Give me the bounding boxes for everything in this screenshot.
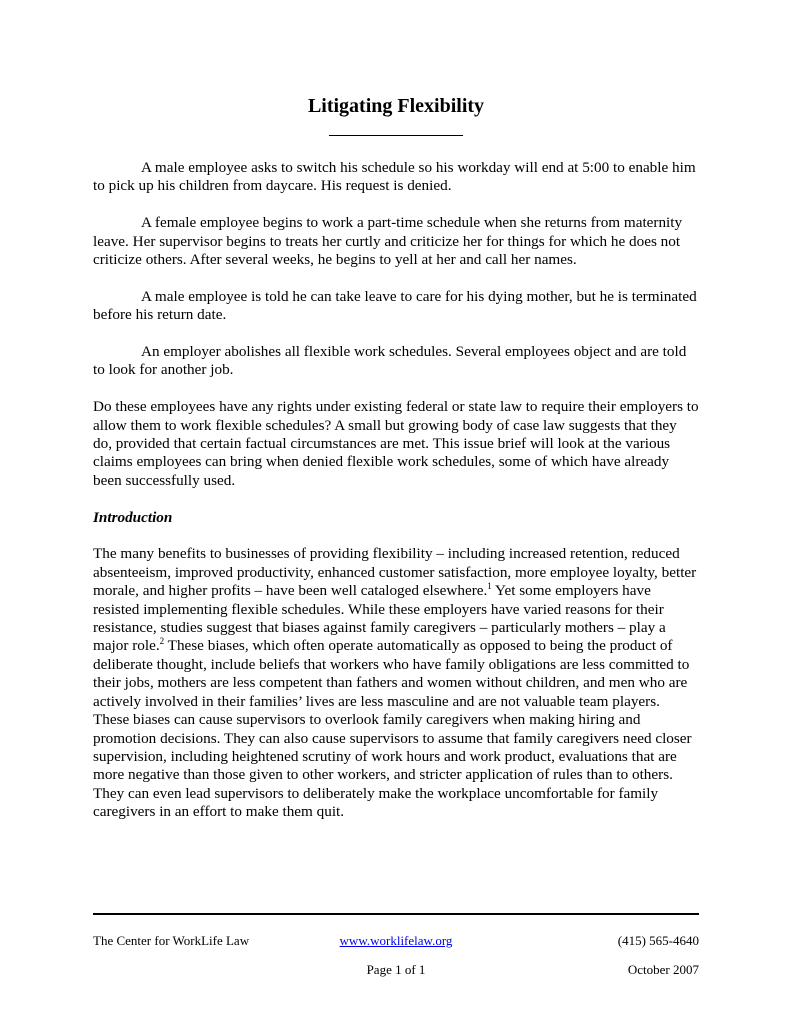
footer-website-container: [93, 933, 699, 949]
document-title: Litigating Flexibility: [307, 95, 485, 117]
introduction-text-part-1: The many benefits to businesses of providing flexibility – including increased retention, reduced absenteeism, improved productivity, enhanced customer satisfaction, more employee loyalty, better morale, and higher profits – have been well cataloged elsewhere.: [93, 545, 697, 600]
introduction-heading: Introduction: [93, 508, 173, 526]
introduction-paragraph: [93, 545, 699, 821]
footnote-ref-2: 2: [159, 636, 165, 647]
scenario-paragraph-2: A female employee begins to work a part-time schedule when she returns from maternity leave. Her supervisor begins to treats her curtly and criticize her for things for which he does not criticize others. After several weeks, he begins to yell at her and call her names.: [93, 214, 683, 269]
question-paragraph: Do these employees have any rights under existing federal or state law to require their employers to allow them to work flexible schedules? A small but growing body of case law suggests that they do, provided that certain factual circumstances are met. This issue brief will look at the various claims employees can bring when denied flexible work schedules, some of which have already been successfully used.: [93, 398, 699, 489]
introduction-text-part-2: Yet some employers have resisted implementing flexible schedules. While these employers have varied reasons for their resistance, studies suggest that biases against family caregivers – particularly mothers – play a major role.: [93, 582, 666, 655]
footer-date: October 2007: [627, 962, 699, 977]
scenario-paragraph-4: An employer abolishes all flexible work schedules. Several employees object and are told to look for another job.: [93, 343, 687, 379]
footer-organization: The Center for WorkLife Law: [93, 933, 250, 948]
footer-phone: (415) 565-4640: [617, 933, 699, 948]
document-body: [93, 159, 699, 840]
footnote-ref-1: 1: [487, 581, 492, 592]
footer-divider: [93, 913, 699, 915]
scenario-paragraph-1: A male employee asks to switch his schedule so his workday will end at 5:00 to enable him to pick up his children from daycare. His request is denied.: [93, 159, 696, 195]
title-underline-divider: [329, 135, 463, 136]
footer-website-link[interactable]: www.worklifelaw.org: [339, 933, 453, 948]
scenario-paragraph-3: A male employee is told he can take leave to care for his dying mother, but he is terminated before his return date.: [93, 287, 697, 324]
footer-page-number: Page 1 of 1: [366, 962, 426, 977]
introduction-text-part-3: These biases, which often operate automatically as opposed to being the product of deliberate thought, include beliefs that workers who have family obligations are less committed to their jobs, mothers are less competent than fathers and women without children, and men who are actively involved in their families’ lives are less masculine and are not valuable team players. These biases can cause supervisors to overlook family caregivers when making hiring and promotion decisions. They can also cause supervisors to assume that family caregivers need closer supervision, including heightened scrutiny of work hours and work product, evaluations that are more negative than those given to other workers, and stricter application of rules than to others. They can even lead supervisors to deliberately make the workplace uncomfortable for family caregivers in an effort to make them quit.: [93, 637, 692, 821]
